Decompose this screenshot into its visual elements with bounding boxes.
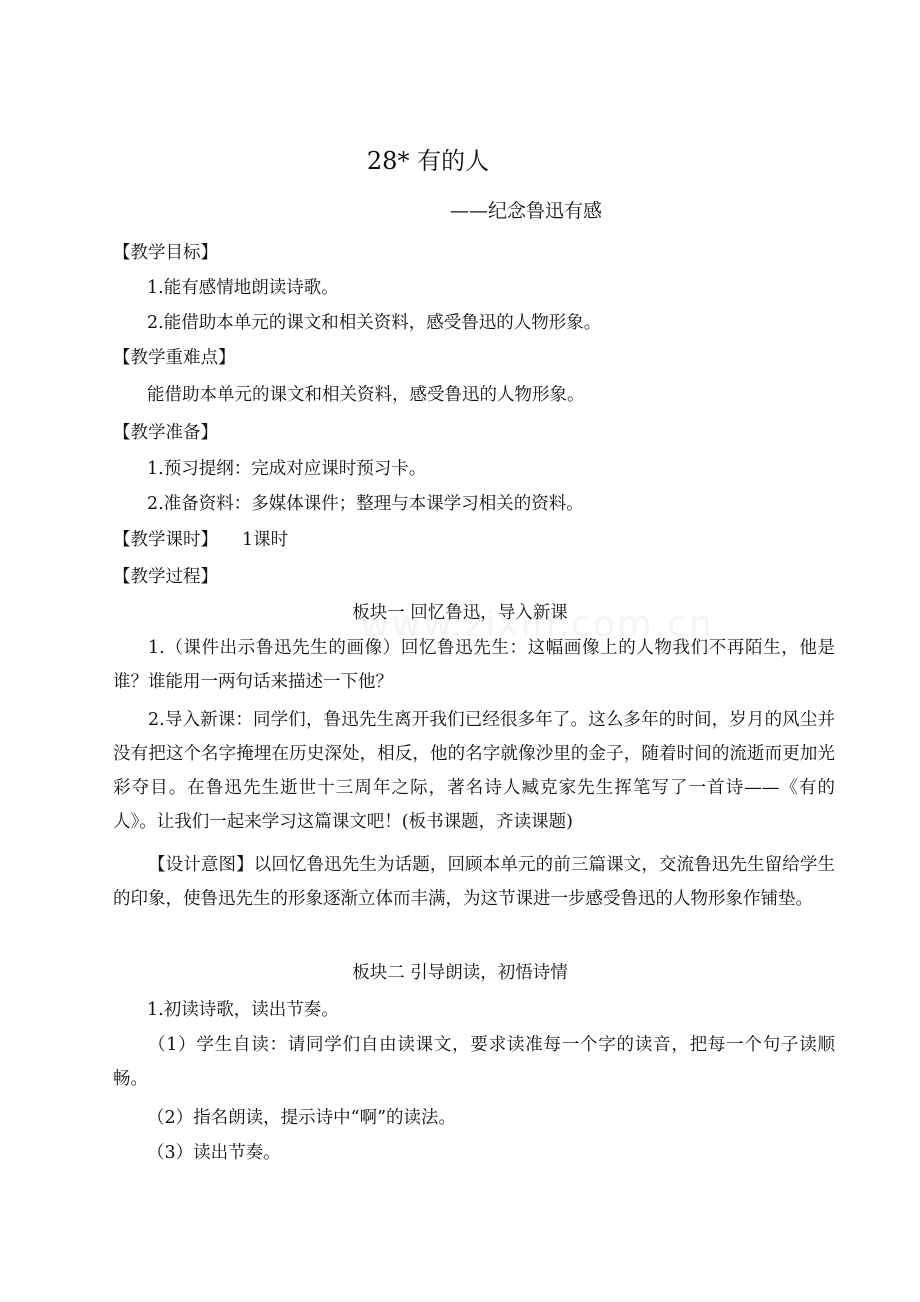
hours-heading bbox=[113, 527, 288, 553]
section-one-paragraph: 2.导入新课：同学们，鲁迅先生离开我们已经很多年了。这么多年的时间，岁月的风尘并没有把这个名字掩埋在历史深处，相反，他的名字就像沙里的金子，随着时间的流逝而更加光彩夺目。在鲁迅先生逝世十三周年之际，著名诗人臧克家先生挥笔写了一首诗——《有的人》。让我们一起来学习这篇课文吧！(板书课题，齐读课题) bbox=[113, 710, 835, 832]
section-two-title: 板块二 引导朗读，初悟诗情 bbox=[352, 963, 568, 983]
section-one-title: 板块一 回忆鲁迅，导入新课 bbox=[352, 603, 568, 623]
prep-item: 2.准备资料：多媒体课件；整理与本课学习相关的资料。 bbox=[147, 494, 584, 514]
section-two-subitem: （1）学生自读：请同学们自由读课文，要求读准每一个字的读音，把每一个句子读顺畅。 bbox=[113, 1035, 835, 1089]
page-title: 28* 有的人 bbox=[366, 147, 490, 175]
section-one-paragraph: 1.（课件出示鲁迅先生的画像）回忆鲁迅先生：这幅画像上的人物我们不再陌生，他是谁？谁能用一两句话来描述一下他？ bbox=[113, 638, 835, 692]
section-two-subitem: （3）读出节奏。 bbox=[147, 1143, 281, 1163]
keypoints-heading: 【教学重难点】 bbox=[113, 348, 236, 368]
hours-label: 【教学课时】 bbox=[113, 530, 218, 550]
goals-heading: 【教学目标】 bbox=[113, 243, 218, 263]
hours-value: 1课时 bbox=[242, 530, 289, 550]
page-subtitle: ——纪念鲁迅有感 bbox=[450, 200, 603, 222]
section-two-item: 1.初读诗歌，读出节奏。 bbox=[147, 1000, 339, 1020]
section-two-subitem: （2）指名朗读，提示诗中“啊”的读法。 bbox=[147, 1108, 457, 1128]
design-intent-paragraph: 【设计意图】以回忆鲁迅先生为话题，回顾本单元的前三篇课文，交流鲁迅先生留给学生的印象，使鲁迅先生的形象逐渐立体而丰满，为这节课进一步感受鲁迅的人物形象作铺垫。 bbox=[113, 855, 835, 909]
process-heading: 【教学过程】 bbox=[113, 567, 218, 587]
prep-heading: 【教学准备】 bbox=[113, 423, 218, 443]
prep-item: 1.预习提纲：完成对应课时预习卡。 bbox=[147, 459, 427, 479]
goal-item: 2.能借助本单元的课文和相关资料，感受鲁迅的人物形象。 bbox=[147, 313, 602, 333]
goal-item: 1.能有感情地朗读诗歌。 bbox=[147, 278, 339, 298]
keypoints-text: 能借助本单元的课文和相关资料，感受鲁迅的人物形象。 bbox=[147, 385, 585, 405]
